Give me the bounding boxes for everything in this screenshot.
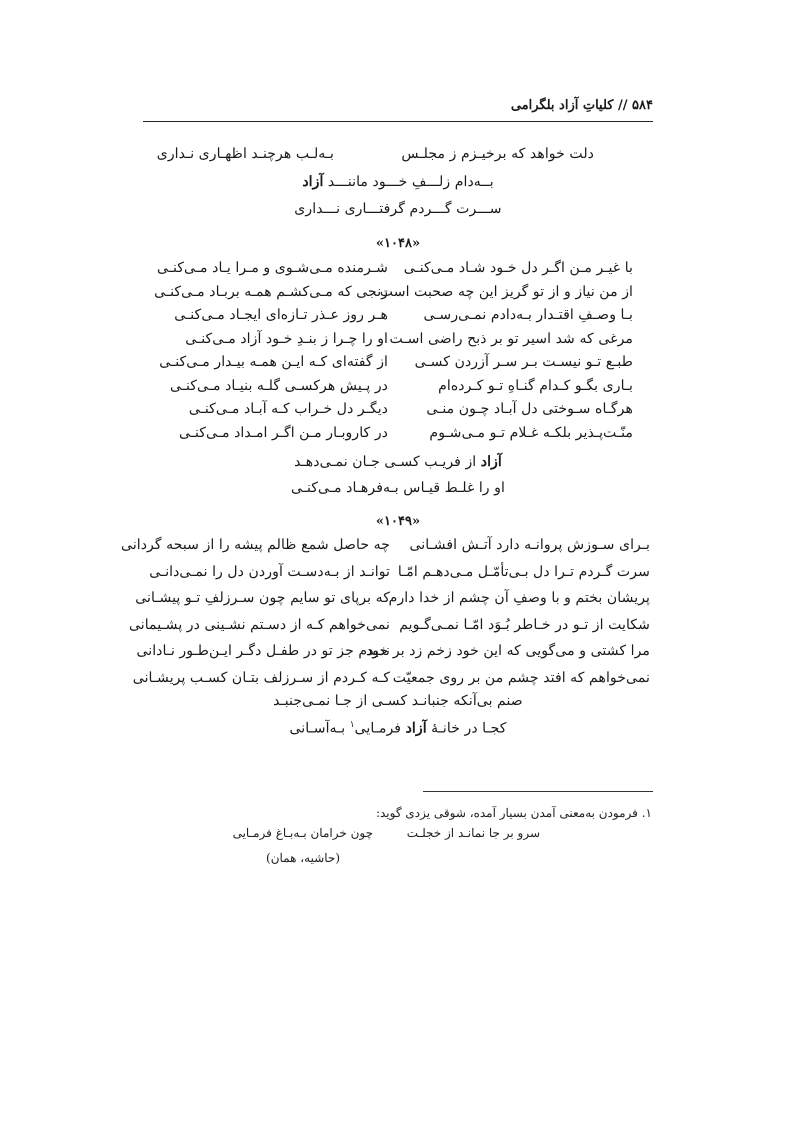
ghazal-number: «۱۰۴۹» [375, 514, 421, 529]
ending-text: از فریـب کسـی جـان نمـی‌دهـد [294, 454, 477, 470]
hemistich-left: دیگـر دل خـراب کـه آبـاد مـی‌کنـی [188, 401, 388, 417]
hemistich-right: بـرای سـوزش پروانـه دارد آتـش افشـانی [409, 537, 650, 553]
ending-text: کجـا در خانـهٔ [431, 720, 507, 737]
header-separator: // [618, 98, 628, 113]
prev-hemistich-right: دلت خواهد که برخیـزم ز مجلـس [401, 146, 594, 162]
footnote-source: (حاشیه، همان) [266, 851, 340, 865]
footnote-verse-left: چون خرامان بـه‌بـاغ فرمـایی [232, 826, 373, 840]
hemistich-right: سرت گـردم تـرا دل بـی‌تأمّـل مـی‌دهـم امّـا [397, 563, 650, 580]
hemistich-left: ندیدم جز تو در طفـل دگـر ایـن‌طـور نـادانی [136, 643, 390, 659]
ending-text: فرمـایی [354, 720, 402, 737]
book-title: کلیاتِ آزاد بلگرامی [510, 98, 614, 113]
hemistich-left: نمی‌خواهم کـه از دسـتم نشـینی در پشـیمانی [128, 616, 390, 633]
hemistich-left: رنجی که مـی‌کشـم همـه بربـاد مـی‌کنـی [154, 283, 388, 300]
poet-name: آزاد [302, 174, 324, 190]
hemistich-right: هرگـاه سـوختی دل آبـاد چـون منـی [426, 401, 633, 417]
hemistich-left: او را چـرا ز بنـدِ خـود آزاد مـی‌کنـی [185, 330, 388, 347]
hemistich-right: بـاری بگـو کـدام گنـاهِ تـو کـرده‌ام [438, 377, 633, 394]
ghazal-ending-line [143, 720, 653, 737]
prev-ending-text: بــه‌دام زلـــفِ خـــود ماننـــد [327, 174, 494, 190]
footnote-marker: ۱ [349, 720, 355, 730]
ghazal-ending-line: صنم بی‌آنکه جنبانـد کسـی از جـا نمـی‌جنبـد [273, 693, 523, 709]
page-number: ۵۸۴ [632, 98, 653, 113]
hemistich-right: با غیـر مـن اگـر دل خـود شـاد مـی‌کنـی [403, 260, 633, 276]
hemistich-right: نمی‌خواهم که افتد چشم من بر روی جمعیّت [392, 669, 650, 686]
hemistich-right: منّـت‌پـذیر بلکـه غـلام تـو مـی‌شـوم [429, 424, 633, 441]
footnote-text: ۱. فرمودن به‌معنی آمدن بسیار آمده، شوقی یزدی گوید: [375, 806, 652, 820]
hemistich-left: توانـد از بـه‌دسـت آوردن دل را نمـی‌دانـی [149, 563, 390, 580]
hemistich-right: بـا وصـفِ اقتـدار بـه‌دادم نمـی‌رسـی [423, 307, 633, 323]
running-header [143, 98, 653, 120]
prev-hemistich-left: بـه‌لـب هرچنـد اظهـاری نـداری [156, 146, 334, 162]
hemistich-left: هـر روز عـذر تـازه‌ای ایجـاد مـی‌کنـی [174, 307, 388, 323]
footnote-rule [423, 791, 653, 792]
ghazal-ending-line: او را غلـط قیـاس بـه‌فرهـاد مـی‌کنـی [291, 480, 505, 496]
hemistich-left: در کاروبـار مـن اگـر امـداد مـی‌کنـی [178, 424, 388, 441]
hemistich-right: مرا کشتی و می‌گویی که این خود زخم زد بر خود [365, 643, 650, 659]
footnote-verse-right: سرو بر جا نمانـد از خجلـت [406, 826, 540, 840]
ending-text: بـه‌آسـانی [289, 720, 346, 737]
hemistich-left: از گفته‌ای کـه ایـن همـه بیـدار مـی‌کنـی [159, 354, 388, 370]
hemistich-left: چه حاصل شمع ظالم پیشه را از سبحه گردانی [121, 537, 390, 553]
hemistich-left: در پـیش هرکسـی گلـه بنیـاد مـی‌کنـی [169, 377, 388, 394]
header-rule [143, 121, 653, 122]
ghazal-ending-line [143, 454, 653, 470]
prev-ending-line [143, 174, 653, 190]
hemistich-left: کـه کـردم از سـرزلف بتـان کسـب پریشـانی [132, 669, 390, 686]
ghazal-number: «۱۰۴۸» [375, 236, 421, 251]
hemistich-right: شکایت از تـو در خـاطر بُـوَد امّـا نمـی‌گـویم [399, 616, 650, 633]
hemistich-left: شـرمنده مـی‌شـوی و مـرا یـاد مـی‌کنـی [157, 260, 388, 276]
hemistich-left: که برپای تو سایم چون سـرزلفِ تـو پیشـانی [135, 590, 390, 606]
poet-name: آزاد [480, 454, 502, 470]
poet-name: آزاد [405, 720, 427, 737]
hemistich-right: پریشان بختم و با وصفِ آن چشم از خدا دارم [388, 590, 650, 606]
hemistich-right: از من نیاز و از تو گریز این چه صحبت است [379, 283, 633, 300]
hemistich-right: طبـع تـو نیسـت بـر سـر آزردن کسـی [414, 354, 633, 370]
prev-ending-line: ســـرت گـــردم گرفتـــاری نـــداری [294, 201, 502, 217]
hemistich-right: مرغی که شد اسیر تو بر ذبح راضی اسـت [389, 330, 633, 347]
